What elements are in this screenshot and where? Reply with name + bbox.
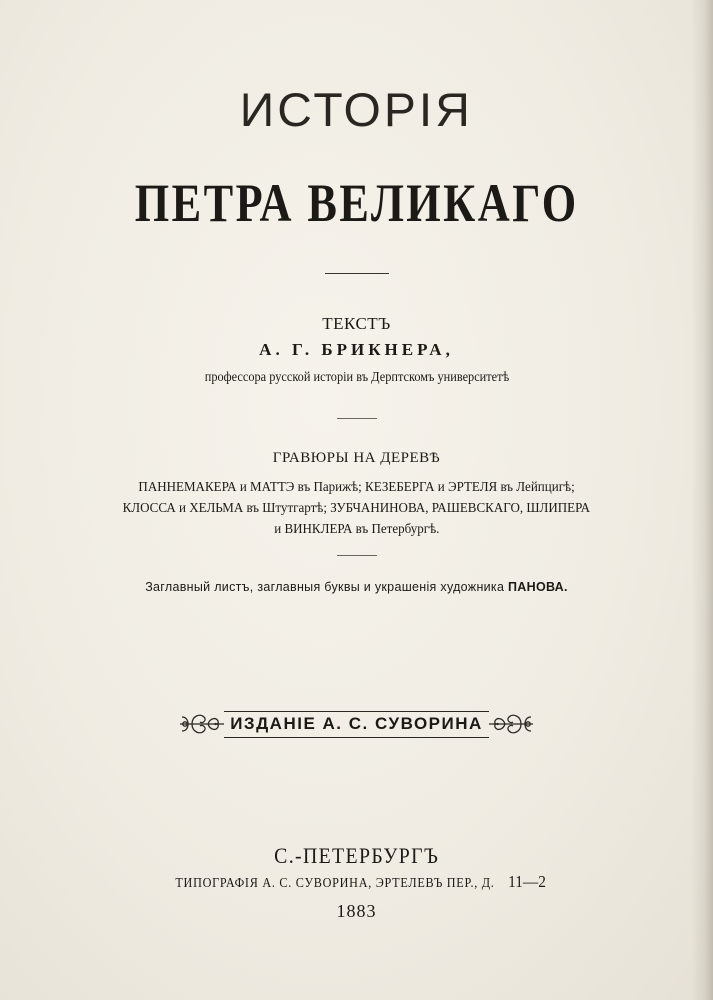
engravers-line-2: КЛОССА и ХЕЛЬМА въ Штутгартѣ; ЗУБЧАНИНОВА, РАШЕВСКАГО, ШЛИПЕРА	[122, 501, 591, 516]
text-label: ТЕКСТЪ	[322, 314, 391, 333]
artist-name: ПАНОВА.	[508, 580, 568, 594]
engravers-line-3: и ВИНКЛЕРА въ Петербургѣ.	[273, 522, 440, 537]
right-flourish-ornament	[487, 707, 535, 741]
imprint-year: 1883	[336, 901, 377, 921]
imprint-city: С.-ПЕТЕРБУРГЪ	[273, 843, 440, 868]
imprint-press	[0, 872, 713, 892]
decoration-credit	[0, 580, 713, 594]
engravings-heading: ГРАВЮРЫ НА ДЕРЕВѢ	[272, 450, 441, 466]
decoration-text: Заглавный листъ, заглавныя буквы и украшенія художника	[145, 580, 505, 594]
divider-rule	[325, 273, 389, 274]
left-flourish-ornament	[178, 707, 226, 741]
title-line-1: ИСТОРІЯ	[239, 83, 474, 136]
divider-rule	[337, 555, 377, 556]
engravers-line-1: ПАННЕМАКЕРА и МАТТЭ въ Парижѣ; КЕЗЕБЕРГА и ЭРТЕЛЯ въ Лейпцигѣ;	[138, 480, 575, 495]
title-line-2: ПЕТРА ВЕЛИКАГО	[134, 173, 579, 233]
press-name: ТИПОГРАФІЯ А. С. СУВОРИНА, ЭРТЕЛЕВЪ ПЕР., Д.	[175, 875, 495, 890]
edition-banner	[0, 707, 713, 741]
address-number: 11—2	[507, 872, 546, 891]
author-name: А. Г. БРИКНЕРА,	[259, 340, 454, 359]
author-position: профессора русской исторіи въ Дерптскомъ университетѣ	[204, 370, 509, 385]
divider-rule	[337, 418, 377, 419]
edition-title: ИЗДАНІЕ А. С. СУВОРИНА	[224, 711, 489, 738]
